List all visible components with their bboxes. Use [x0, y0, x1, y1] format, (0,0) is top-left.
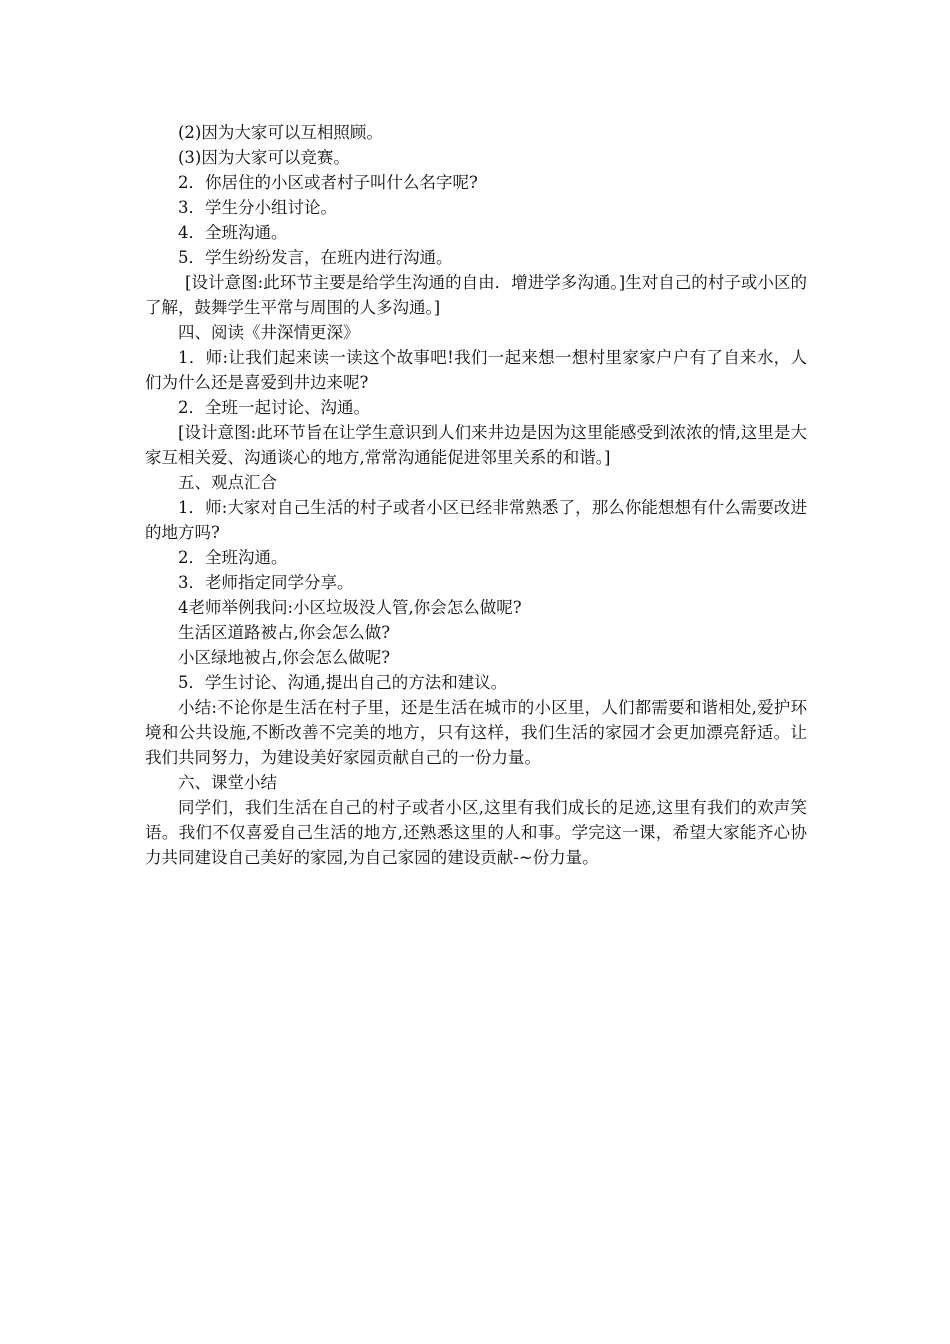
paragraph-2: (3)因为大家可以竞赛。	[178, 148, 350, 167]
design-intent-note-2: [设计意图:此环节旨在让学生意识到人们来井边是因为这里能感受到浓浓的情,这里是大家互相关爱、沟通谈心的地方,常常沟通能促进邻里关系的和谐。]	[145, 423, 807, 467]
paragraph-5: 4．全班沟通。	[178, 223, 288, 242]
paragraph-1: (2)因为大家可以互相照顾。	[178, 123, 383, 142]
summary-paragraph: 小结:不论你是生活在村子里，还是生活在城市的小区里，人们都需要和谐相处,爱护环境和公共设施,不断改善不完美的地方，只有这样，我们生活的家园才会更加漂亮舒适。让我们共同努力，为建设美好家园贡献自己的一份力量。	[145, 698, 807, 767]
paragraph-18: 小区绿地被占,你会怎么做呢?	[178, 648, 391, 667]
section-heading-4: 四、阅读《井深情更深》	[178, 323, 360, 342]
closing-paragraph: 同学们，我们生活在自己的村子或者小区,这里有我们成长的足迹,这里有我们的欢声笑语。我们不仅喜爱自己生活的地方,还熟悉这里的人和事。学完这一课，希望大家能齐心协力共同建设自己美好的家园,为自己家园的建设贡献-~份力量。	[145, 798, 807, 867]
document-page	[145, 120, 807, 870]
paragraph-16: 4老师举例我问:小区垃圾没人管,你会怎么做呢?	[178, 598, 522, 617]
paragraph-6: 5．学生纷纷发言，在班内进行沟通。	[178, 248, 453, 267]
paragraph-4: 3．学生分小组讨论。	[178, 198, 337, 217]
paragraph-19: 5．学生讨论、沟通,提出自己的方法和建议。	[178, 673, 508, 692]
section-heading-6: 六、课堂小结	[178, 773, 277, 792]
design-intent-note-1: [设计意图:此环节主要是给学生沟通的自由．增进学多沟通。]生对自己的村子或小区的了解，鼓舞学生平常与周围的人多沟通。]	[145, 273, 807, 317]
paragraph-13: 1．师:大家对自己生活的村子或者小区已经非常熟悉了，那么你能想想有什么需要改进的地方吗?	[145, 498, 807, 542]
paragraph-9: 1．师:让我们起来读一读这个故事吧!我们一起来想一想村里家家户户有了自来水，人们为什么还是喜爱到井边来呢?	[145, 348, 807, 392]
section-heading-5: 五、观点汇合	[178, 473, 277, 492]
paragraph-14: 2．全班沟通。	[178, 548, 288, 567]
paragraph-10: 2．全班一起讨论、沟通。	[178, 398, 370, 417]
paragraph-17: 生活区道路被占,你会怎么做?	[178, 623, 391, 642]
paragraph-3: 2．你居住的小区或者村子叫什么名字呢?	[178, 173, 478, 192]
paragraph-15: 3．老师指定同学分享。	[178, 573, 354, 592]
